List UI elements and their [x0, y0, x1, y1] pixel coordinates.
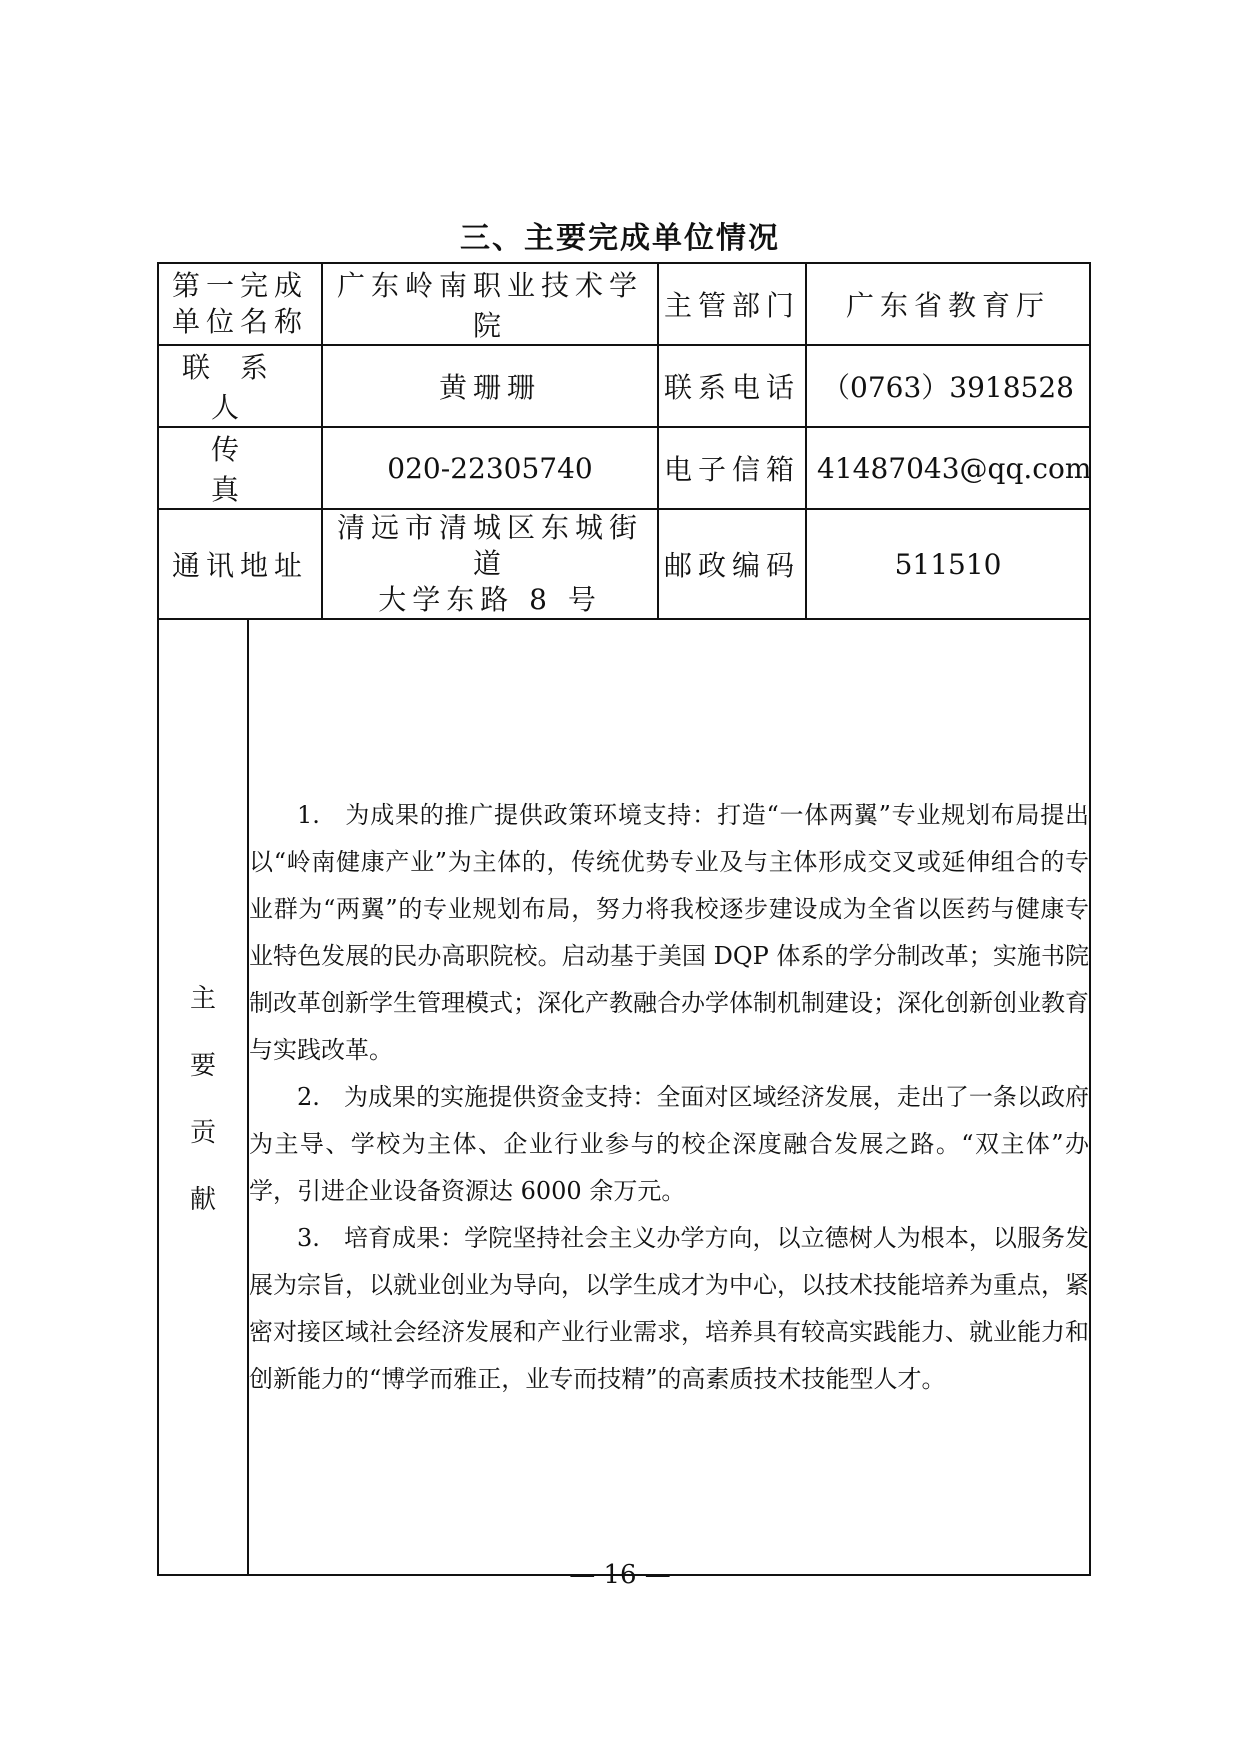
table-row — [158, 263, 1090, 345]
address-value — [322, 509, 658, 619]
department-label: 主管部门 — [658, 263, 806, 345]
postcode-value: 511510 — [806, 509, 1090, 619]
contribution-paragraph: 1. 为成果的推广提供政策环境支持：打造“一体两翼”专业规划布局提出以“岭南健康产业”为主体的，传统优势专业及与主体形成交叉或延伸组合的专业群为“两翼”的专业规划布局，努力将我校逐步建设成为全省以医药与健康专业特色发展的民办高职院校。启动基于美国 DQP 体系的学分制改革；实施书院制改革创新学生管理模式；深化产教融合办学体制机制建设；深化创新创业教育与实践改革。 — [249, 800, 1090, 1064]
table-row — [158, 345, 1090, 427]
address-line: 清远市清城区东城街道 — [337, 511, 644, 580]
contribution-content — [248, 619, 1090, 1575]
postcode-label: 邮政编码 — [658, 509, 806, 619]
page-number: — 16 — — [569, 1560, 671, 1590]
contribution-label — [158, 619, 248, 1575]
table-row — [158, 509, 1090, 619]
contribution-paragraph: 3. 培育成果：学院坚持社会主义办学方向，以立德树人为根本，以服务发展为宗旨，以就业创业为导向，以学生成才为中心，以技术技能培养为重点，紧密对接区域社会经济发展和产业行业需求，培养具有较高实践能力、就业能力和创新能力的“博学而雅正，业专而技精”的高素质技术技能型人才。 — [249, 1223, 1090, 1393]
email-label: 电子信箱 — [658, 427, 806, 509]
contribution-paragraph: 2. 为成果的实施提供资金支持：全面对区域经济发展，走出了一条以政府为主导、学校为主体、企业行业参与的校企深度融合发展之路。“双主体”办学，引进企业设备资源达 6000 余万元。 — [249, 1082, 1090, 1205]
label-line: 第一完成 — [172, 269, 309, 302]
fax-label: 传真 — [158, 427, 322, 509]
contribution-label-char: 要 — [189, 1051, 216, 1081]
label-line: 单位名称 — [172, 305, 309, 338]
contact-person-value: 黄珊珊 — [322, 345, 658, 427]
table-row — [158, 427, 1090, 509]
department-value: 广东省教育厅 — [806, 263, 1090, 345]
page-title: 三、主要完成单位情况 — [460, 221, 780, 256]
address-line: 大学东路 8 号 — [378, 583, 602, 616]
unit-name-label — [158, 263, 322, 345]
fax-value: 020-22305740 — [322, 427, 658, 509]
email-value: 41487043@qq.com — [806, 427, 1090, 509]
address-label: 通讯地址 — [158, 509, 322, 619]
unit-info-table — [157, 262, 1091, 1576]
contribution-label-char: 贡 — [189, 1118, 216, 1148]
unit-name-value: 广东岭南职业技术学院 — [322, 263, 658, 345]
phone-value: （0763）3918528 — [806, 345, 1090, 427]
contribution-label-char: 主 — [189, 984, 216, 1014]
contribution-label-char: 献 — [189, 1185, 216, 1215]
phone-label: 联系电话 — [658, 345, 806, 427]
contact-person-label: 联系人 — [158, 345, 322, 427]
table-row — [158, 619, 1090, 1575]
